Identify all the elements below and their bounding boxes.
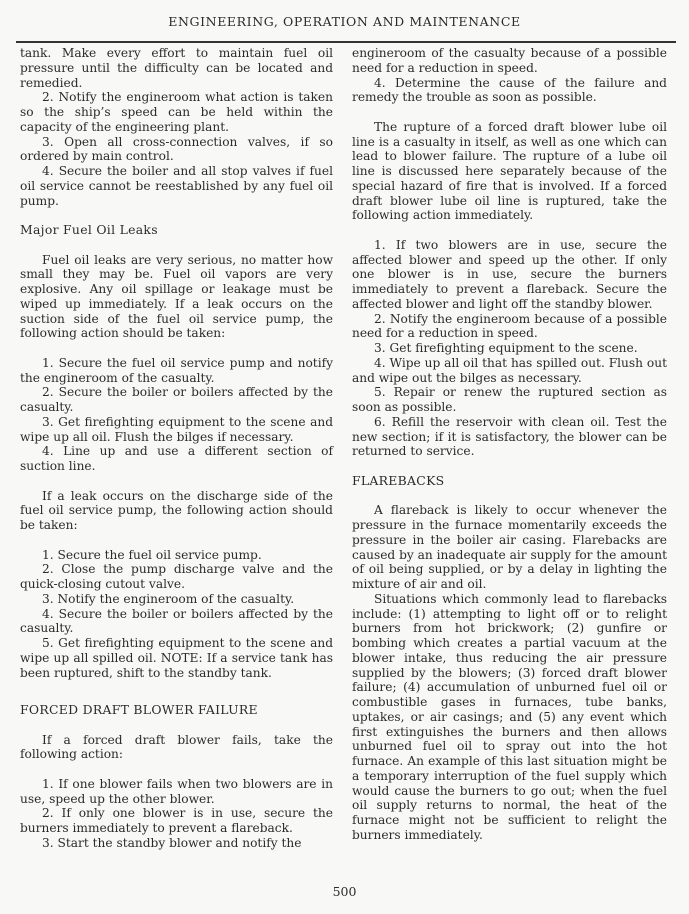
list-item: 4. Line up and use a different section of suction line. xyxy=(20,444,333,473)
list-item: 6. Refill the reservoir with clean oil. Test the new section; if it is satisfactory, the blower can be returned to service. xyxy=(352,414,667,459)
list-item: 2. Notify the engineroom because of a possible need for a reduction in speed. xyxy=(352,311,667,341)
section-heading-forced-draft-blower-failure: FORCED DRAFT BLOWER FAILURE xyxy=(20,702,258,717)
paragraph: tank. Make every effort to maintain fuel oil pressure until the difficulty can be located and remedied. xyxy=(20,46,333,90)
list-item: 5. Get firefighting equipment to the scene and wipe up all spilled oil. NOTE: If a service tank has been ruptured, shift to the standby tank. xyxy=(20,636,333,680)
section-heading-major-fuel-oil-leaks: Major Fuel Oil Leaks xyxy=(20,222,158,237)
paragraph: If a forced draft blower fails, take the following action: xyxy=(20,732,333,762)
section-heading-flarebacks: FLAREBACKS xyxy=(352,472,445,488)
running-head: ENGINEERING, OPERATION AND MAINTENANCE xyxy=(168,14,521,29)
paragraph: Fuel oil leaks are very serious, no matter how small they may be. Fuel oil vapors are very explosive. Any oil spillage or leakage must be wiped up immediately. If a leak occurs on the suction side of the fuel oil service pump, the following action should be taken: xyxy=(20,252,333,341)
list-item: 3. Get firefighting equipment to the scene and wipe up all oil. Flush the bilges if necessary. xyxy=(20,414,333,444)
list-item: 3. Get firefighting equipment to the scene. xyxy=(374,341,638,355)
header-rule xyxy=(16,41,676,43)
page-number: 500 xyxy=(332,884,357,899)
right-column xyxy=(352,46,667,843)
list-item: 3. Open all cross-connection valves, if so ordered by main control. xyxy=(20,134,333,164)
paragraph: The rupture of a forced draft blower lube oil line is a casualty in itself, as well as one which can lead to blower failure. The rupture of a lube oil line is discussed here separately because of the special hazard of fire that is involved. If a forced draft blower lube oil line is ruptured, take the following action immediately. xyxy=(352,119,667,223)
list-item: 1. If one blower fails when two blowers are in use, speed up the other blower. xyxy=(20,776,333,806)
paragraph: engineroom of the casualty because of a possible need for a reduction in speed. xyxy=(352,46,667,75)
list-item: 5. Repair or renew the ruptured section as soon as possible. xyxy=(352,385,667,414)
list-item: 2. Secure the boiler or boilers affected by the casualty. xyxy=(20,385,333,414)
list-item: 3. Start the standby blower and notify the xyxy=(42,835,302,850)
list-item: 4. Secure the boiler and all stop valves if fuel oil service cannot be reestablished by any fuel oil pump. xyxy=(20,164,333,208)
list-item: 2. If only one blower is in use, secure the burners immediately to prevent a flareback. xyxy=(20,806,333,835)
left-column xyxy=(20,46,333,851)
list-item: 2. Close the pump discharge valve and the quick-closing cutout valve. xyxy=(20,562,333,591)
list-item: 3. Notify the engineroom of the casualty. xyxy=(42,591,295,606)
list-item: 1. Secure the fuel oil service pump and notify the engineroom of the casualty. xyxy=(20,355,333,385)
list-item: 4. Wipe up all oil that has spilled out. Flush out and wipe out the bilges as necessary. xyxy=(352,355,667,385)
list-item: 4. Determine the cause of the failure and remedy the trouble as soon as possible. xyxy=(352,75,667,105)
list-item: 1. Secure the fuel oil service pump. xyxy=(42,547,262,562)
list-item: 4. Secure the boiler or boilers affected by the casualty. xyxy=(20,606,333,636)
list-item: 2. Notify the engineroom what action is taken so the ship’s speed can be held within the capacity of the engineering plant. xyxy=(20,90,333,134)
paragraph: Situations which commonly lead to flarebacks include: (1) attempting to light off or to relight burners from hot brickwork; (2) gunfire or bombing which creates a partial vacuum at the blower intake, thus reducing the air pressure supplied by the blowers; (3) forced draft blower failure; (4) accumulation of unburned fuel oil or combustible gases in furnaces, tube banks, uptakes, or air casings; and (5) any event which first extinguishes the burners and then allows unburned fuel oil to spray out into the hot furnace. An example of this last situation might be a temporary interruption of the fuel supply which would cause the burners to go out; when the fuel oil supply returns to normal, the heat of the furnace might not be sufficient to relight the burners immediately. xyxy=(352,591,667,842)
list-item: 1. If two blowers are in use, secure the affected blower and speed up the other. If only one blower is in use, secure the burners immediately to prevent a flareback. Secure the affected blower and light off the standby blower. xyxy=(352,237,667,311)
paragraph: A flareback is likely to occur whenever the pressure in the furnace momentarily exceeds the pressure in the boiler air casing. Flarebacks are caused by an inadequate air supply for the amount of oil being supplied, or by a delay in lighting the mixture of air and oil. xyxy=(352,503,667,591)
paragraph: If a leak occurs on the discharge side of the fuel oil service pump, the following action should be taken: xyxy=(20,488,333,532)
